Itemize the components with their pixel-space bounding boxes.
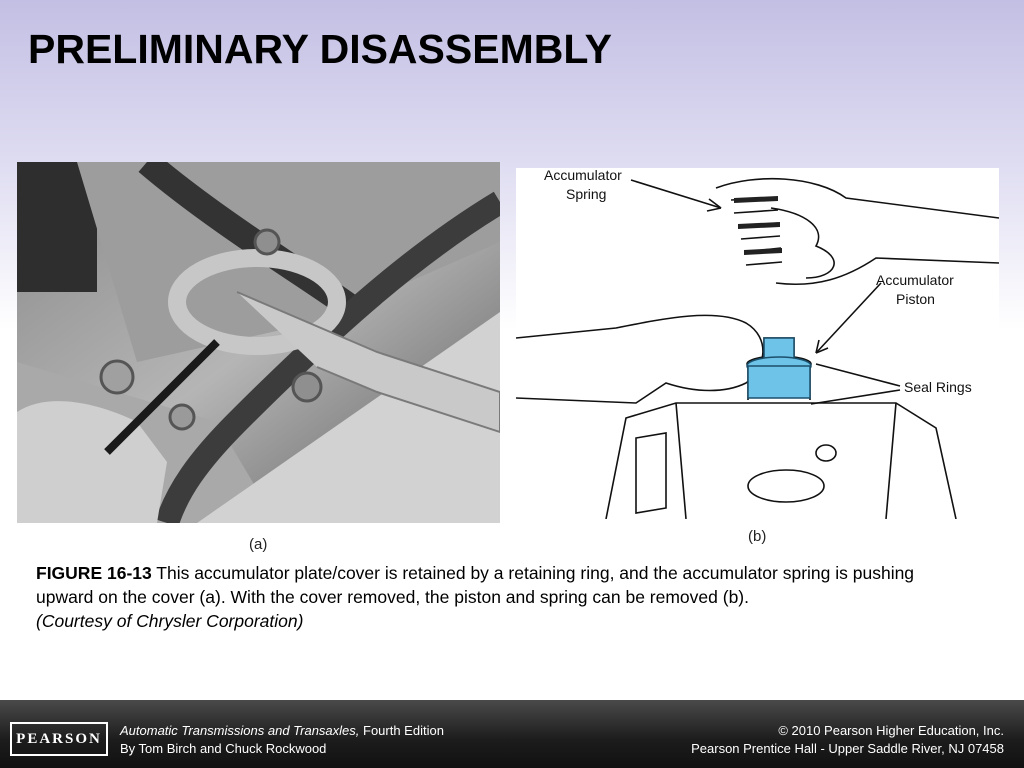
footer-publisher: Pearson Prentice Hall - Upper Saddle River, NJ 07458: [691, 741, 1004, 756]
figure-photo-a: [17, 162, 500, 523]
caption-credit: (Courtesy of Chrysler Corporation): [36, 611, 304, 631]
callout-accumulator-piston-2: Piston: [896, 291, 935, 307]
figure-label-b: (b): [748, 528, 767, 545]
accumulator-diagram: [516, 168, 999, 519]
caption-text: This accumulator plate/cover is retained by a retaining ring, and the accumulator spring is pushing upward on the cover (a). With the cover removed, the piston and spring can be removed (b).: [36, 563, 915, 607]
footer-copyright: © 2010 Pearson Higher Education, Inc.: [778, 723, 1004, 738]
transmission-photo-image: [17, 162, 500, 523]
footer-book-line: [120, 722, 444, 740]
figure-label-a: (a): [249, 536, 268, 553]
footer-book-info: [120, 722, 444, 758]
figure-caption: [36, 561, 976, 633]
footer-publisher-info: [691, 722, 1004, 758]
footer-edition: Fourth Edition: [359, 723, 444, 738]
callout-accumulator-piston: Accumulator: [876, 272, 954, 288]
footer-book-title: Automatic Transmissions and Transaxles,: [120, 723, 360, 738]
figure-number: FIGURE 16-13: [36, 563, 152, 583]
pearson-logo-text: PEARSON: [16, 731, 102, 747]
footer-authors: By Tom Birch and Chuck Rockwood: [120, 741, 327, 756]
callout-accumulator-spring: Accumulator: [544, 168, 622, 183]
slide-footer: [0, 700, 1024, 768]
figure-drawing-b: [516, 168, 999, 519]
pearson-logo: [10, 722, 108, 756]
callout-seal-rings: Seal Rings: [904, 379, 972, 395]
callout-accumulator-spring-2: Spring: [566, 186, 607, 202]
slide-title: PRELIMINARY DISASSEMBLY: [28, 26, 612, 72]
